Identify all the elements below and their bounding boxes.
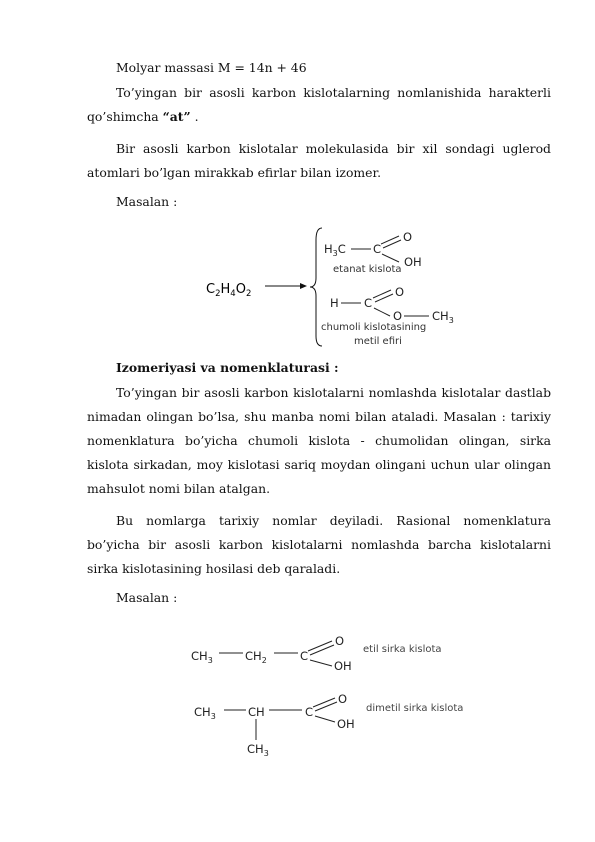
ester-oxygen-double: O	[395, 285, 405, 299]
paragraph-3-line-5: mahsulot nomi bilan atalgan.	[87, 481, 271, 496]
row2-double-a	[313, 698, 335, 707]
acid-oxygen: O	[403, 230, 413, 244]
ester-name-1: chumoli kislotasining	[321, 322, 427, 333]
paragraph-4-line-2: bo’yicha bir asosli karbon kislotalarni nomlashda barcha kislotalarni	[87, 537, 551, 552]
paragraph-3-line-1: To’yingan bir asosli karbon kislotalarni nomlashda kislotalar dastlab	[116, 385, 551, 400]
paragraph-1-line-1: To’yingan bir asosli karbon kislotalarning nomlanishida harakterli	[116, 85, 551, 100]
paragraph-2-line-2: atomlari bo’lgan mirakkab efirlar bilan izomer.	[87, 165, 382, 180]
row1-double-b	[310, 645, 334, 655]
row2-ch3: $CH_3$	[194, 705, 216, 721]
paragraph-3-line-3: nomenklatura bo’yicha chumoli kislota - chumolidan olingan, sirka	[87, 433, 551, 448]
row2-carbon: C	[305, 705, 314, 719]
acid-hydroxyl: OH	[404, 255, 422, 269]
row2-branch-ch3: $CH_3$	[247, 742, 269, 758]
paragraph-4-line-1: Bu nomlarga tarixiy nomlar deyiladi. Rasional nomenklatura	[116, 513, 551, 528]
ester-hydrogen: H	[330, 296, 339, 310]
row1-ch2: $CH_2$	[245, 649, 267, 665]
row1-hydroxyl: OH	[334, 659, 352, 673]
row2-hydroxyl: OH	[337, 717, 355, 731]
row1-oxygen: O	[335, 634, 345, 648]
acid-carbon: C	[373, 242, 382, 256]
row2-ch: CH	[248, 705, 265, 719]
example-label-2: Masalan :	[116, 590, 178, 605]
paragraph-2-line-1: Bir asosli karbon kislotalar molekulasida bir xil sondagi uglerod	[116, 141, 551, 156]
paragraph-4-line-3: sirka kislotasining hosilasi deb qaraladi.	[87, 561, 341, 576]
suffix-at: “at”	[162, 109, 191, 124]
acid-h3c: $H_3C$	[324, 242, 346, 258]
row2-oxygen: O	[338, 692, 348, 706]
suffix-intro: qo’shimcha	[87, 109, 163, 124]
formula-text: $C_2H_4O_2$	[206, 282, 252, 299]
ester-oxygen: O	[393, 309, 403, 323]
acid-name: etanat kislota	[333, 264, 402, 275]
row1-ch3: $CH_3$	[191, 649, 213, 665]
row1-double-a	[308, 641, 332, 651]
ester-name-2: metil efiri	[354, 336, 402, 347]
row2-oh-bond	[315, 716, 335, 722]
paragraph-3-line-4: kislota sirkadan, moy kislotasi sariq moydan olingani uchun ular olingan	[87, 457, 551, 472]
ester-methyl: $CH_3$	[432, 309, 454, 325]
ester-carbon: C	[364, 296, 373, 310]
row1-name: etil sirka kislota	[363, 644, 442, 655]
row1-oh-bond	[310, 660, 332, 666]
paragraph-3-line-2: nimadan olingan bo’lsa, shu manba nomi bilan ataladi. Masalan : tarixiy	[87, 409, 551, 424]
suffix-end: .	[190, 109, 199, 124]
row2-double-b	[315, 702, 337, 711]
example-label-1: Masalan :	[116, 194, 178, 209]
section-heading: Izomeriyasi va nomenklaturasi :	[116, 360, 339, 375]
molar-mass-line: Molyar massasi M = 14n + 46	[116, 60, 307, 75]
row2-name: dimetil sirka kislota	[366, 703, 464, 714]
row1-carbon: C	[300, 649, 309, 663]
